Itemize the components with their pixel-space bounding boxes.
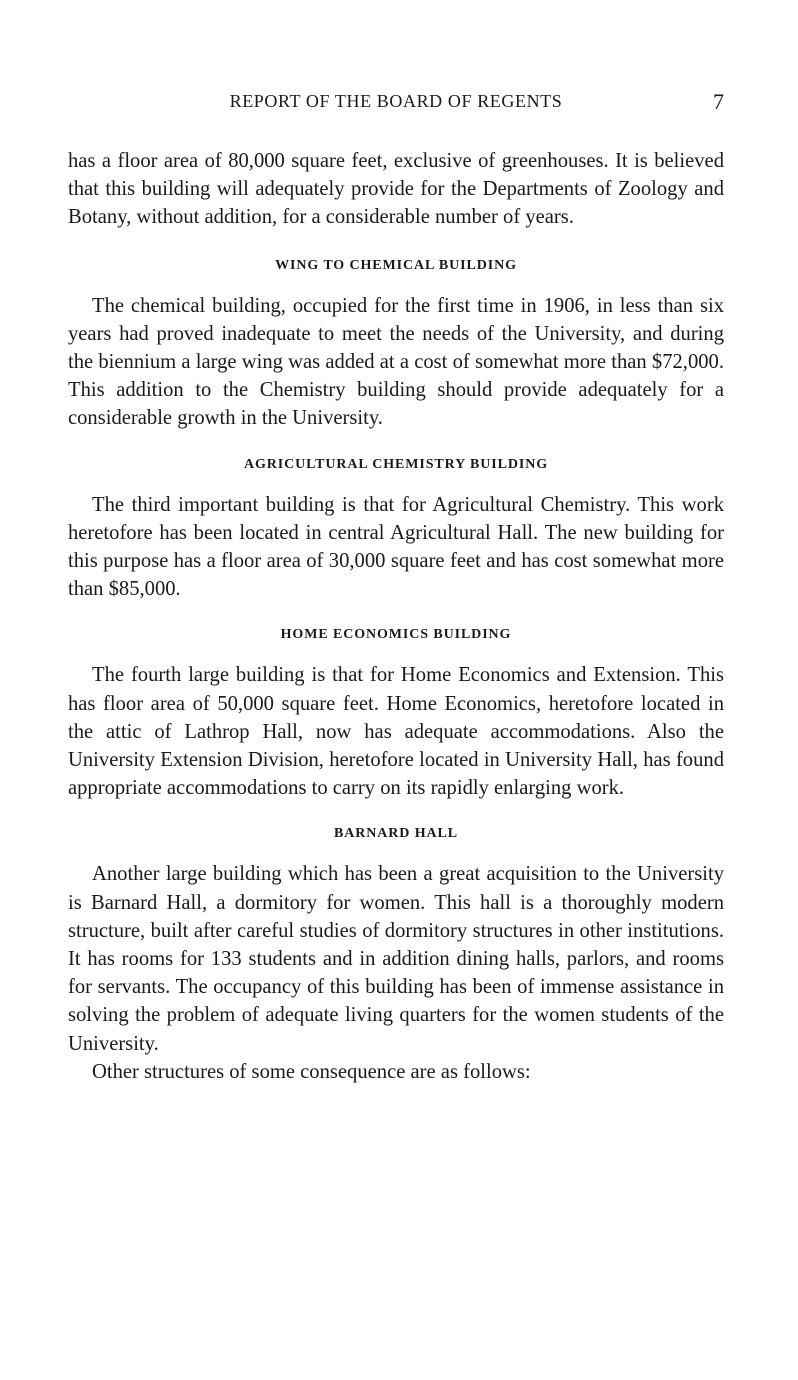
section-paragraph-home-economics: The fourth large building is that for Home Economics and Extension. This has floor area of 50,000 square feet. Home Economics, heretofore located in the attic of Lathrop Hall, now has adequate accommodations. Also the University Extension Division, heretofore located in University Hall, has found appropriate accommodations to carry on its rapidly enlarging work.	[68, 664, 724, 800]
running-title: REPORT OF THE BOARD OF REGENTS	[229, 91, 563, 111]
page-header	[68, 91, 724, 119]
page-body	[68, 147, 724, 1086]
closing-paragraph: Other structures of some consequence are as follows:	[92, 1060, 531, 1083]
section-heading-chemical-wing: WING TO CHEMICAL BUILDING	[275, 257, 517, 273]
page-number: 7	[713, 89, 724, 114]
section-paragraph-agricultural-chemistry: The third important building is that for Agricultural Chemistry. This work heretofore has been located in central Agricultural Hall. The new building for this purpose has a floor area of 30,000 square feet and has cost somewhat more than $85,000.	[68, 493, 724, 601]
section-heading-home-economics: HOME ECONOMICS BUILDING	[280, 627, 512, 643]
section-paragraph-barnard-hall: Another large building which has been a great acquisition to the University is Barnard Hall, a dormitory for women. This hall is a thoroughly modern structure, built after careful studies of dormitory structures in other institutions. It has rooms for 133 students and in addition dining halls, parlors, and rooms for servants. The occupancy of this building has been of immense assistance in solving the problem of adequate living quarters for the women students of the University.	[68, 863, 724, 1055]
section-paragraph-chemical-wing: The chemical building, occupied for the first time in 1906, in less than six years had proved inadequate to meet the needs of the University, and during the biennium a large wing was added at a cost of somewhat more than $72,000. This addition to the Chemistry building should provide adequately for a considerable growth in the University.	[68, 294, 724, 430]
section-heading-agricultural-chemistry: AGRICULTURAL CHEMISTRY BUILDING	[243, 456, 549, 472]
section-heading-barnard-hall: BARNARD HALL	[334, 826, 458, 842]
intro-paragraph: has a floor area of 80,000 square feet, exclusive of greenhouses. It is believed that this building will adequately provide for the Departments of Zoology and Botany, without addition, for a considerable number of years.	[68, 150, 724, 229]
